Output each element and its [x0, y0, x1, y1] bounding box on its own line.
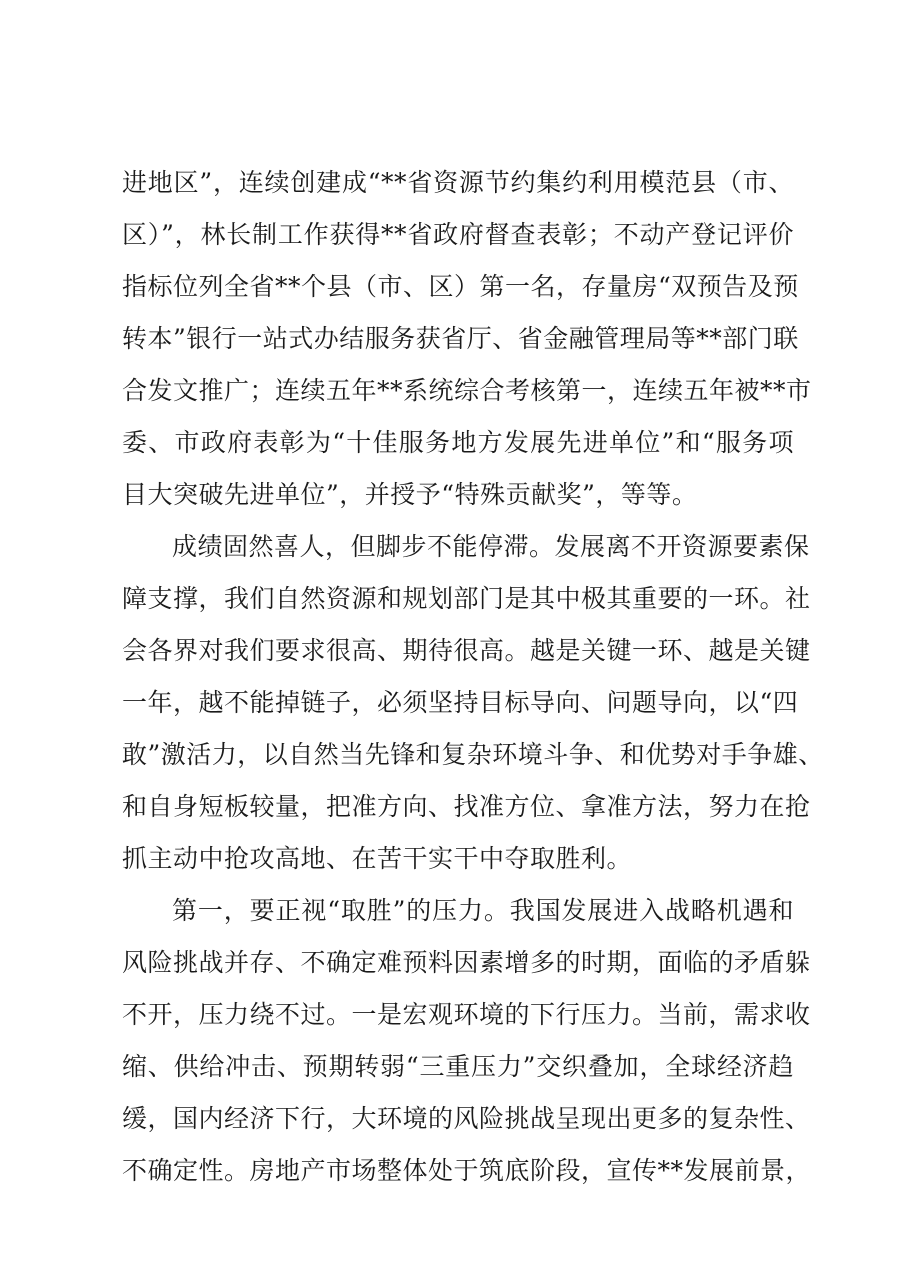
paragraph-2-line-7: 抓主动中抢攻高地、在苦干实干中夺取胜利。 [122, 844, 633, 873]
paragraph-2-line-2: 障支撑，我们自然资源和规划部门是其中极其重要的一环。社 [122, 584, 811, 613]
paragraph-3-line-4: 缩、供给冲击、预期转弱“三重压力”交织叠加，全球经济趋 [122, 1052, 794, 1081]
paragraph-1-line-2: 区）”，林长制工作获得**省政府督查表彰；不动产登记评价 [122, 220, 794, 249]
paragraph-3-line-2: 风险挑战并存、不确定难预料因素增多的时期，面临的矛盾躲 [122, 948, 811, 977]
paragraph-2-line-1: 成绩固然喜人，但脚步不能停滞。发展离不开资源要素保 [172, 532, 810, 561]
paragraph-2-line-6: 和自身短板较量，把准方向、找准方位、拿准方法，努力在抢 [122, 792, 811, 821]
paragraph-1-line-5: 合发文推广；连续五年**系统综合考核第一，连续五年被**市 [122, 376, 812, 405]
paragraph-3-line-1: 第一，要正视“取胜”的压力。我国发展进入战略机遇和 [172, 896, 794, 925]
paragraph-1-line-6: 委、市政府表彰为“十佳服务地方发展先进单位”和“服务项 [122, 428, 794, 457]
paragraph-1-line-1: 进地区”，连续创建成“**省资源节约集约利用模范县（市、 [122, 168, 794, 197]
paragraph-3-line-3: 不开，压力绕不过。一是宏观环境的下行压力。当前，需求收 [122, 1000, 811, 1029]
paragraph-2-line-5: 敢”激活力，以自然当先锋和复杂环境斗争、和优势对手争雄、 [122, 740, 824, 769]
paragraph-2-line-4: 一年，越不能掉链子，必须坚持目标导向、问题导向，以“四 [122, 688, 799, 717]
paragraph-2-line-3: 会各界对我们要求很高、期待很高。越是关键一环、越是关键 [122, 636, 811, 665]
paragraph-1-line-4: 转本”银行一站式办结服务获省厅、省金融管理局等**部门联 [122, 324, 799, 353]
paragraph-1-line-7: 目大突破先进单位”，并授予“特殊贡献奖”，等等。 [122, 480, 698, 509]
paragraph-3-line-5: 缓，国内经济下行，大环境的风险挑战呈现出更多的复杂性、 [122, 1104, 811, 1133]
paragraph-1-line-3: 指标位列全省**个县（市、区）第一名，存量房“双预告及预 [122, 272, 799, 301]
paragraph-3-line-6: 不确定性。房地产市场整体处于筑底阶段，宣传**发展前景， [122, 1156, 812, 1185]
